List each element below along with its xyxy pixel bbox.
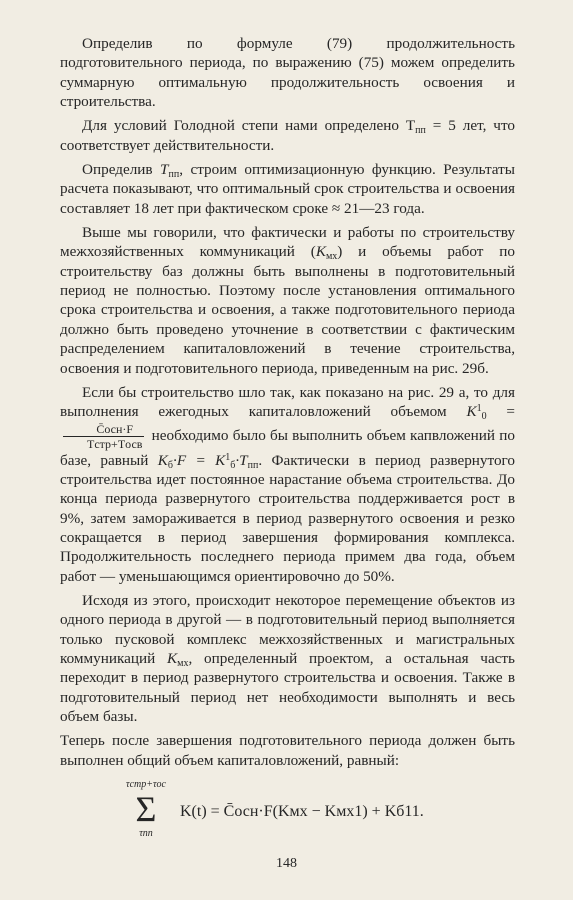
paragraph-6: [60, 591, 515, 726]
paragraph-3-text-b: , строим оптимизационную функцию. Результаты расчета показывают, что оптимальный срок строительства и освоения составляет 18 лет при фактическом сроке ≈ 21—23 года.: [60, 161, 516, 217]
summation-formula: [0, 779, 573, 849]
paragraph-2-text-a: Для условий Голодной степи нами определено T: [82, 117, 416, 135]
fraction-numerator: C̄осн·F: [63, 422, 144, 437]
paragraph-5-text-b: необходимо было бы выполнить объем капвложений по базе, равный: [60, 426, 515, 469]
var-T: T: [160, 161, 169, 179]
formula-body: K(t) = C̄осн·F(Kмх − Kмх1) + Kб11.: [180, 803, 424, 820]
paragraph-2-text-b: = 5 лет, что соответствует действительности.: [60, 117, 515, 154]
subscript-pp: пп: [415, 125, 426, 137]
paragraph-1-text: Определив по формуле (79) продолжительность подготовительного периода, по выражению (75) можем определить суммарную оптимальную продолжительность освоения и строительства.: [60, 35, 515, 111]
var-K: K: [167, 649, 178, 667]
subscript-mx: мх: [177, 657, 189, 669]
paragraph-4-text-a: Выше мы говорили, что фактически и работы по строительству межхозяйственных коммуникаций (: [60, 224, 515, 261]
var-K0: K: [466, 403, 477, 421]
fraction-denominator: Tстр+Tосв: [87, 436, 143, 451]
superscript-1: 1: [225, 451, 231, 463]
body-text: [60, 34, 515, 775]
equals-sign: =: [486, 403, 515, 421]
paragraph-6-text-b: , определенный проектом, а остальная часть переходит в период развернутого строительства и освоения. Также в подготовительный период нет необходимости выполнять и весь объем базы.: [60, 649, 515, 725]
paragraph-5-text-a: Если бы строительство шло так, как показано на рис. 29 а, то для выполнения ежегодных капиталовложений объемом: [60, 383, 515, 421]
var-Kb: K: [157, 451, 168, 469]
paragraph-6-text-a: Исходя из этого, происходит некоторое перемещение объектов из одного периода в другой — в подготовительный период выполняется только пусковой комплекс межхозяйственных и магистральных коммуникаций: [60, 591, 515, 667]
superscript-1: 1: [476, 403, 482, 415]
var-K: K: [315, 243, 326, 261]
paragraph-7-text: Теперь после завершения подготовительного периода должен быть выполнен общий объем капиталовложений, равный:: [60, 732, 515, 769]
subscript-b: б: [167, 459, 174, 471]
paragraph-3: [60, 160, 515, 218]
subscript-mx: мх: [325, 251, 338, 263]
times-T: ·T: [235, 451, 248, 469]
subscript-pp: пп: [168, 169, 180, 181]
page-number: 148: [276, 856, 297, 871]
subscript-b: б: [230, 459, 236, 471]
paragraph-5: [60, 383, 515, 586]
times-F: ·F =: [173, 451, 216, 469]
paragraph-5-text-c: . Фактически в период развернутого строительства идет постоянное нарастание объема строительства. До конца периода развернутого строительства поддерживается рост в 9%, затем замораживается в период развернутого освоения и резко сокращается в период завершения формирования комплекса. Продолжительность последнего периода примем два года, объем работ — уменьшающимся ориентировочно до 50%.: [60, 451, 515, 585]
paragraph-2: [60, 116, 515, 155]
var-Kb1: K: [215, 451, 226, 469]
fraction: [63, 422, 144, 451]
paragraph-1: [60, 34, 515, 111]
sum-upper-limit: τстр+τос: [125, 779, 166, 790]
summation-operator: [123, 779, 169, 839]
sum-lower-limit: τпп: [139, 828, 153, 839]
paragraph-7: [60, 731, 515, 770]
paragraph-4: [60, 223, 515, 378]
subscript-0: 0: [481, 411, 487, 423]
subscript-pp: пп: [247, 459, 259, 471]
paragraph-3-text-a: Определив: [82, 161, 161, 179]
paragraph-4-text-b: ) и объемы работ по строительству баз должны быть выполнены в подготовительный период не полностью. Поэтому после установления оптимального срока строительства и освоения, а также подготовительного периода должно быть проведено уточнение в соответствии с фактическим распределением капиталовложений в течение строительства, освоения и подготовительного периода, приведенным на рис. 29б.: [60, 243, 515, 377]
sigma-symbol: Σ: [135, 789, 157, 829]
